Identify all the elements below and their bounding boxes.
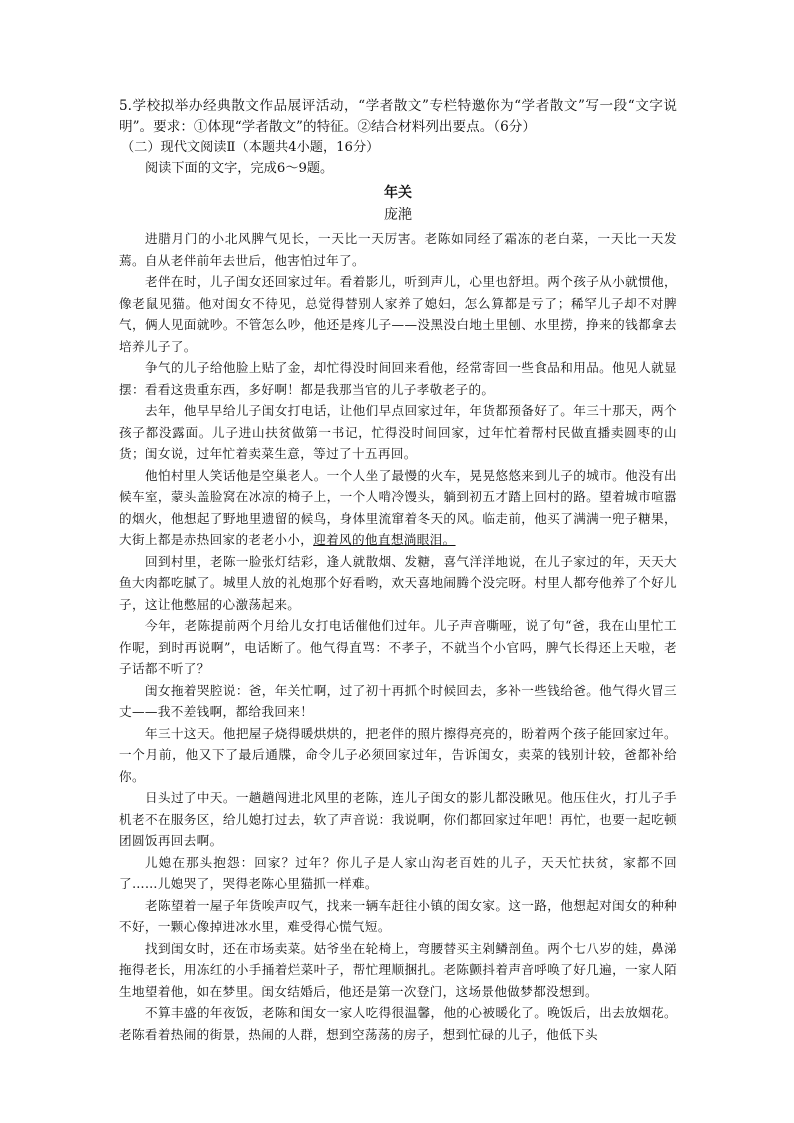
article-paragraph: 去年，他早早给儿子闺女打电话，让他们早点回家过年，年货都预备好了。年三十那天，两个孩子都没露面。儿子进山扶贫做第一书记，忙得没时间回家，过年忙着帮村民做直播卖圆枣的山货；闺女说，过年忙着卖菜生意，等过了十五再回。 <box>119 403 677 461</box>
underlined-sentence: 迎着风的他直想淌眼泪。 <box>313 532 456 547</box>
article-paragraph: 日头过了中天。一趟趟闯进北风里的老陈，连儿子闺女的影儿都没瞅见。他压住火，打儿子手机老不在服务区，给儿媳打过去，软了声音说：我说啊，你们都回家过年吧！再忙，也要一起吃顿团圆饭再回去啊。 <box>119 790 677 848</box>
article-paragraph: 今年，老陈提前两个月给儿女打电话催他们过年。儿子声音嘶哑，说了句“爸，我在山里忙工作呢，到时再说啊”，电话断了。他气得直骂：不孝子，不就当个小官吗，脾气长得还上天啦，老子话都不听了？ <box>119 618 677 676</box>
article-paragraph: 找到闺女时，还在市场卖菜。姑爷坐在轮椅上，弯腰替买主剁鳞剖鱼。两个七八岁的娃，鼻涕拖得老长，用冻红的小手捅着烂菜叶子，帮忙理顺捆扎。老陈颤抖着声音呼唤了好几遍，一家人陌生地望着他，如在梦里。闺女结婚后，他还是第一次登门，这场景他做梦都没想到。 <box>119 940 677 999</box>
article-paragraph: 年三十这天。他把屋子烧得暖烘烘的，把老伴的照片擦得亮亮的，盼着两个孩子能回家过年。一个月前，他又下了最后通牒，命令儿子必须回家过年，告诉闺女，卖菜的钱别计较，爸都补给你。 <box>119 725 677 784</box>
question-5: 5.学校拟举办经典散文作品展评活动，“学者散文”专栏特邀你为“学者散文”写一段“文字说明”。要求：①体现“学者散文”的特征。②结合材料列出要点。（6分） <box>119 98 677 135</box>
article-author: 庞滟 <box>384 207 412 223</box>
article-paragraph-text: 他怕村里人笑话他是空巢老人。一个人坐了最慢的火车，晃晃悠悠来到儿子的城市。他没有出候车室，蒙头盖脸窝在冰凉的椅子上，一个人啃冷馒头，躺到初五才踏上回村的路。望着城市喧嚣的烟火，他想起了野地里遗留的候鸟，身体里流窜着冬天的风。临走前，他买了满满一兜子糖果，大街上都是赤热回家的老老小小， <box>119 467 677 547</box>
article-paragraph: 不算丰盛的年夜饭，老陈和闺女一家人吃得很温馨，他的心被暖化了。晚饭后，出去放烟花。老陈看着热闹的街景，热闹的人群，想到空荡荡的房子，想到忙碌的儿子，他低下头 <box>119 1005 677 1042</box>
article-paragraph: 老伴在时，儿子闺女还回家过年。看着影儿，听到声儿，心里也舒坦。两个孩子从小就惯他，像老鼠见猫。他对闺女不待见，总觉得替别人家养了媳妇，怎么算都是亏了；稀罕儿子却不对脾气，俩人见面就吵。不管怎么吵，他还是疼儿子——没黑没白地土里刨、水里捞，挣来的钱都拿去培养儿子了。 <box>119 274 677 354</box>
article-paragraph: 老陈望着一屋子年货唉声叹气，找来一辆车赶往小镇的闺女家。这一路，他想起对闺女的种种不好，一颗心像掉进冰水里，难受得心慌气短。 <box>119 897 677 934</box>
section-instruction: 阅读下面的文字，完成6～9题。 <box>145 161 334 176</box>
article-paragraph: 儿媳在那头抱怨：回家？过年？你儿子是人家山沟老百姓的儿子，天天忙扶贫，家都不回了……儿媳哭了，哭得老陈心里猫抓一样难。 <box>119 854 677 891</box>
article-paragraph: 闺女拖着哭腔说：爸，年关忙啊，过了初十再抓个时候回去，多补一些钱给爸。他气得火冒三丈——我不差钱啊，都给我回来！ <box>119 682 677 719</box>
article-paragraph: 进腊月门的小北风脾气见长，一天比一天厉害。老陈如同经了霜冻的老白菜，一天比一天发蔫。自从老伴前年去世后，他害怕过年了。 <box>119 231 677 268</box>
section-heading: （二）现代文阅读Ⅱ（本题共4小题，16分） <box>121 140 380 155</box>
article-paragraph: 回到村里，老陈一脸张灯结彩，逢人就散烟、发糖，喜气洋洋地说，在儿子家过的年，天天大鱼大肉都吃腻了。城里人放的礼炮那个好看哟，欢天喜地闹腾个没完呀。村里人都夸他养了个好儿子，这让他憋屈的心激荡起来。 <box>119 553 677 612</box>
article-paragraph: 争气的儿子给他脸上贴了金，却忙得没时间回来看他，经常寄回一些食品和用品。他见人就显摆：看看这贵重东西，多好啊！都是我那当官的儿子孝敬老子的。 <box>119 360 677 397</box>
article-title: 年关 <box>384 185 412 201</box>
article-paragraph <box>119 465 677 551</box>
page-content <box>119 96 677 1045</box>
